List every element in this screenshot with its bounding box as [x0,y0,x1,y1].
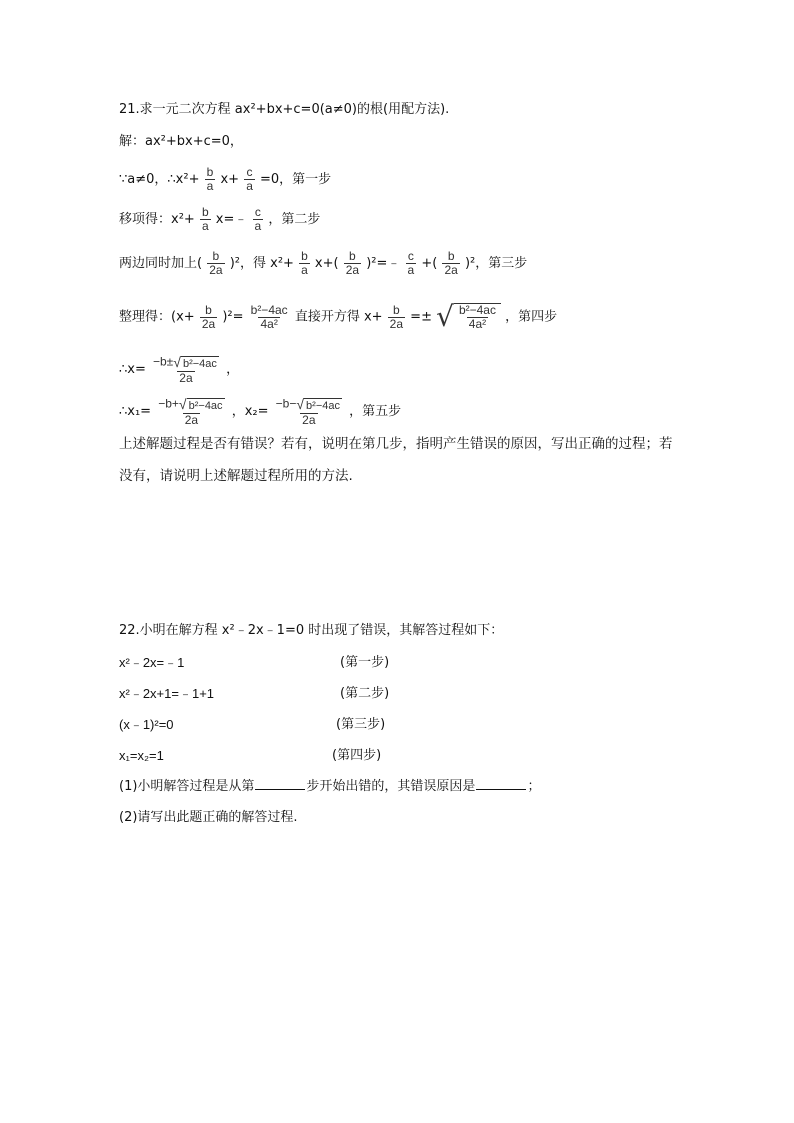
q21-line1: 解：ax²+bx+c=0， [119,134,243,149]
text: )²=﹣ [366,256,401,271]
text: ，第四步 [505,309,558,325]
root-x1: −b+ √ b²−4ac 2a [158,396,223,427]
q22-step-3-label: (第三步) [336,717,386,732]
text: ； [527,779,541,794]
q22-part2: (2)请写出此题正确的解答过程. [119,810,298,825]
sqrt-fraction: √ $\frac{\text{b²−4ac}}{\text{4a²}}$ [436,300,501,334]
fraction-b-over-2a: $\frac{b}{2a}$ [201,302,216,331]
q22-step-2: x²﹣2x+1=﹣1+1 [119,686,215,701]
q22-title: 22.小明在解方程 x²﹣2x﹣1=0 时出现了错误，其解答过程如下： [119,623,504,638]
text: )²= [222,309,244,325]
q22-step-3: (x﹣1)²=0 [119,717,174,732]
fraction-b-over-a: $\frac{b}{a}$ [201,205,209,233]
root-x2: −b− √ b²−4ac 2a [275,396,340,427]
fraction-b-over-a: $\frac{b}{a}$ [206,165,214,193]
quadratic-formula: −b± √ b²−4ac 2a [153,354,217,385]
q22-step-1-label: (第一步) [340,655,390,670]
q21-line7 [119,396,401,427]
fraction-discriminant-over-4a2: $\frac{\text{b²−4ac}}{\text{4a²}}$ [250,302,288,331]
q21-question-line2: 没有，请说明上述解题过程所用的方法. [119,468,353,484]
q21-line3 [119,206,320,233]
q22-step-2-label: (第二步) [340,686,390,701]
q21-line2 [119,166,331,193]
text: =± [410,309,432,325]
q21-line4 [119,250,527,277]
text: x=﹣ [215,212,248,227]
text: ， [226,362,240,377]
answer-blank-step[interactable] [255,777,305,790]
text: x+ [220,172,240,187]
text: 整理得：(x+ [119,309,195,325]
q22-step-4: x₁=x₂=1 [119,748,164,763]
text: 两边同时加上( [119,256,203,271]
text: ，第二步 [268,212,321,227]
q22-step-1: x²﹣2x=﹣1 [119,655,185,670]
fraction-c-over-a: $\frac{c}{a}$ [407,249,415,277]
q22-part1 [119,777,540,797]
text: ∴x= [119,362,146,377]
text: ，x₂= [231,404,269,419]
q22-step-4-label: (第四步) [332,748,382,763]
text: +( [421,256,438,271]
q21-question-line1: 上述解题过程是否有错误？若有，说明在第几步，指明产生错误的原因，写出正确的过程；若 [119,436,673,452]
text: )²，第三步 [464,256,528,271]
text: ∵a≠0，∴x²+ [119,172,200,187]
fraction-b-over-2a: $\frac{b}{2a}$ [444,249,458,277]
q21-line5 [119,300,557,334]
fraction-b-over-a: $\frac{b}{a}$ [301,249,308,277]
q21-line6 [119,354,239,385]
text: 步开始出错的，其错误原因是 [306,779,476,794]
text: x+( [314,256,339,271]
fraction-c-over-a: $\frac{c}{a}$ [254,205,262,233]
fraction-c-over-a: $\frac{c}{a}$ [246,165,253,193]
text: ，第五步 [349,404,402,419]
text: =0，第一步 [260,172,332,187]
text: )²，得 x²+ [229,256,294,271]
answer-blank-reason[interactable] [476,777,526,790]
fraction-b-over-2a: $\frac{b}{2a}$ [209,249,223,277]
text: (1)小明解答过程是从第 [119,779,255,794]
text: 直接开方得 x+ [294,309,383,325]
text: 移项得：x²+ [119,212,195,227]
text: ∴x₁= [119,404,152,419]
fraction-b-over-2a: $\frac{b}{2a}$ [389,302,404,331]
q21-title: 21.求一元二次方程 ax²+bx+c=0(a≠0)的根(用配方法). [119,102,450,117]
fraction-b-over-2a: $\frac{b}{2a}$ [345,249,360,277]
